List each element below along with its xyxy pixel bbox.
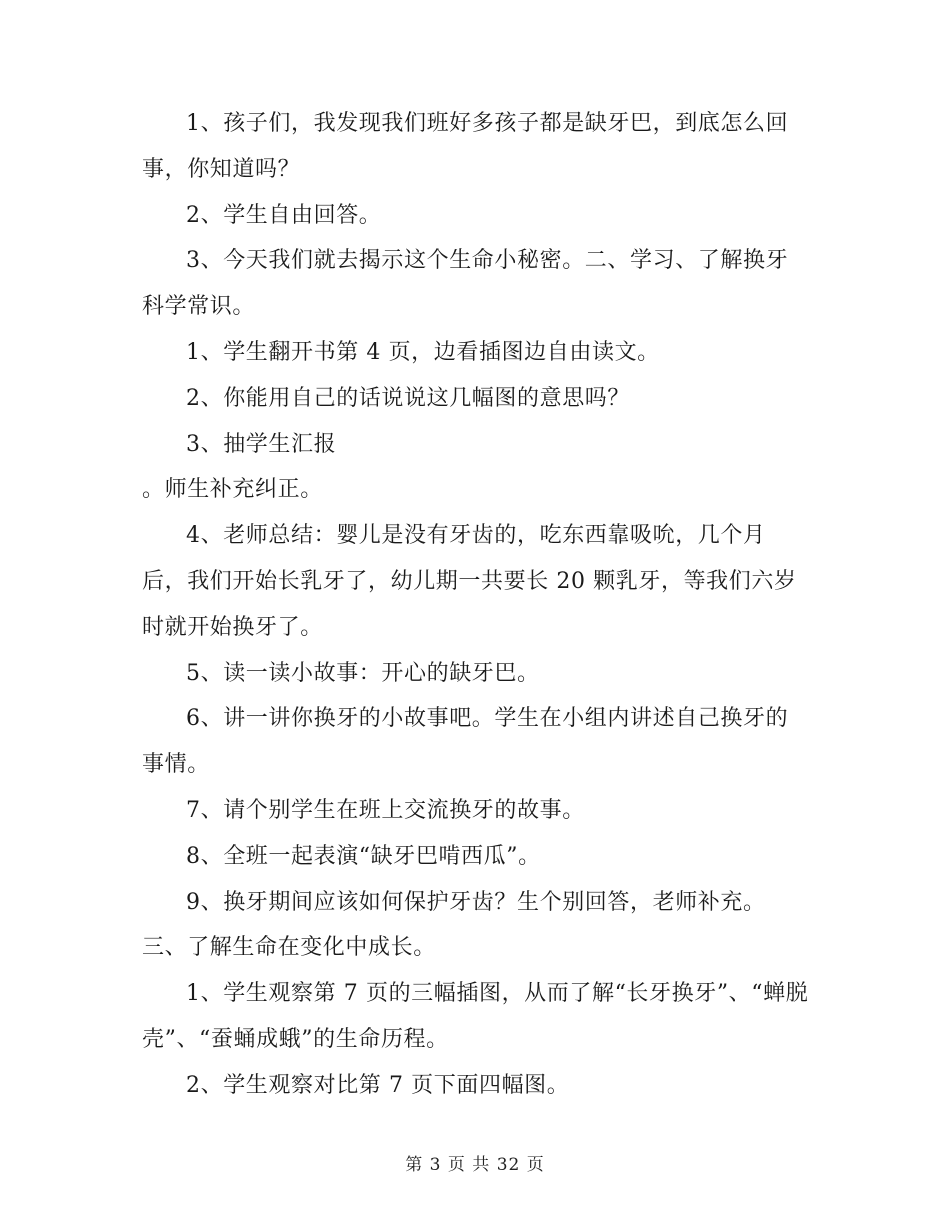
paragraph-4: 1、学生翻开书第 4 页，边看插图边自由读文。: [186, 339, 660, 365]
paragraph-1: 1、孩子们，我发现我们班好多孩子都是缺牙巴，到底怎么回事，你知道吗？: [142, 111, 789, 182]
paragraph-16: 2、学生观察对比第 7 页下面四幅图。: [186, 1072, 570, 1098]
paragraph-2: 2、学生自由回答。: [186, 202, 382, 228]
paragraph-9: 5、读一读小故事：开心的缺牙巴。: [186, 660, 540, 686]
paragraph-7: 。师生补充纠正。: [142, 477, 323, 503]
paragraph-13: 9、换牙期间应该如何保护牙齿？生个别回答，老师补充。: [186, 889, 766, 915]
paragraph-15: 1、学生观察第 7 页的三幅插图，从而了解“长牙换牙”、“蝉脱壳”、“蚕蛹成蛾”的生命历程。: [142, 981, 809, 1052]
section-heading: 三、了解生命在变化中成长。: [142, 935, 436, 961]
paragraph-3: 3、今天我们就去揭示这个生命小秘密。二、学习、了解换牙科学常识。: [142, 248, 789, 320]
paragraph-11: 7、请个别学生在班上交流换牙的故事。: [186, 797, 585, 823]
paragraph-8: 4、老师总结：婴儿是没有牙齿的，吃东西靠吸吮，几个月后，我们开始长乳牙了，幼儿期一共要长 20 颗乳牙，等我们六岁时就开始换牙了。: [142, 523, 797, 640]
paragraph-12: 8、全班一起表演“缺牙巴啃西瓜”。: [186, 843, 541, 869]
paragraph-10: 6、讲一讲你换牙的小故事吧。学生在小组内讲述自己换牙的事情。: [142, 706, 789, 778]
paragraph-5: 2、你能用自己的话说说这几幅图的意思吗？: [186, 385, 630, 411]
page-number-footer: 第 3 页 共 32 页: [405, 1155, 545, 1175]
document-body: [142, 101, 810, 1109]
paragraph-6: 3、抽学生汇报: [186, 431, 337, 457]
